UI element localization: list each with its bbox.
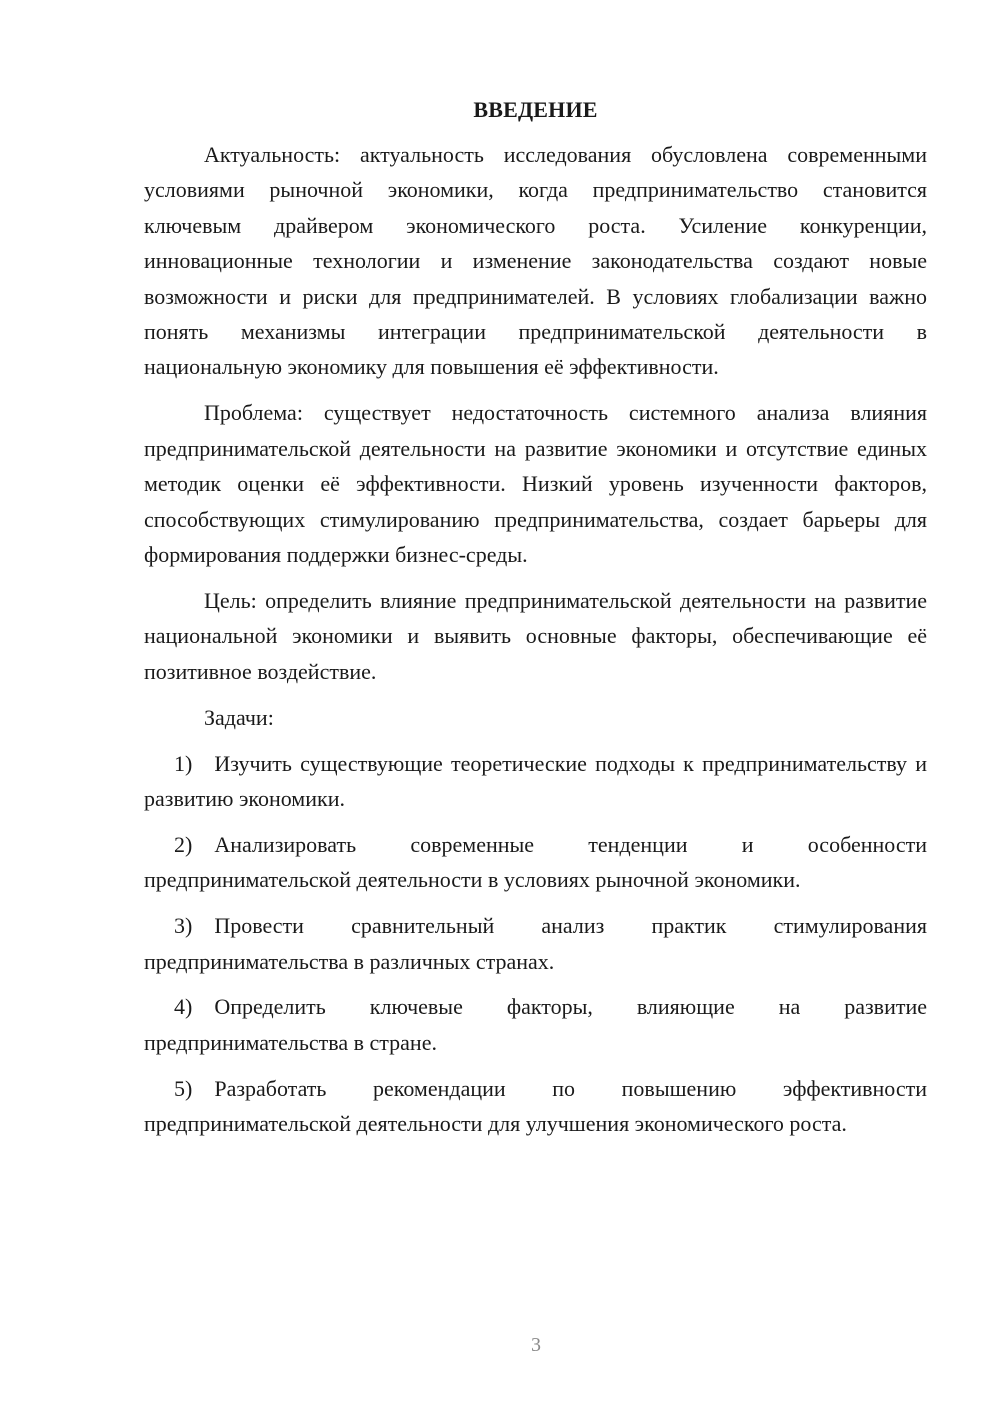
task-number: 2)	[174, 831, 193, 857]
task-number: 3)	[174, 913, 193, 939]
tasks-label: Задачи:	[204, 704, 274, 730]
task-item	[144, 989, 927, 1060]
section-heading: ВВЕДЕНИЕ	[473, 97, 598, 122]
task-text: Анализировать современные тенденции и особенности предпринимательской деятельности в условиях рыночной экономики.	[144, 831, 927, 893]
goal-paragraph: Цель: определить влияние предпринимательской деятельности на развитие национальной экономики и выявить основные факторы, обеспечивающие её позитивное воздействие.	[144, 587, 927, 684]
page-number: 3	[531, 1334, 541, 1356]
task-item	[144, 908, 927, 979]
task-text: Разработать рекомендации по повышению эффективности предпринимательской деятельности для улучшения экономического роста.	[144, 1075, 927, 1137]
task-text: Изучить существующие теоретические подходы к предпринимательству и развитию экономики.	[144, 750, 927, 811]
task-number: 5)	[174, 1075, 193, 1101]
problem-paragraph: Проблема: существует недостаточность системного анализа влияния предпринимательской деятельности на развитие экономики и отсутствие единых методик оценки её эффективности. Низкий уровень изученности факторов, способствующих стимулированию предпринимательства, создает барьеры для формирования поддержки бизнес-среды.	[144, 400, 927, 567]
task-item	[144, 1071, 927, 1142]
task-number: 4)	[174, 994, 193, 1020]
task-text: Определить ключевые факторы, влияющие на развитие предпринимательства в стране.	[144, 994, 927, 1055]
task-number: 1)	[174, 750, 193, 776]
task-text: Провести сравнительный анализ практик стимулирования предпринимательства в различных странах.	[144, 913, 927, 974]
relevance-paragraph: Актуальность: актуальность исследования обусловлена современными условиями рыночной экономики, когда предпринимательство становится ключевым драйвером экономического роста. Усиление конкуренции, инновационные технологии и изменение законодательства создают новые возможности и риски для предпринимателей. В условиях глобализации важно понять механизмы интеграции предпринимательской деятельности в национальную экономику для повышения её эффективности.	[144, 142, 927, 380]
document-page	[144, 92, 927, 1152]
task-item	[144, 746, 927, 817]
task-item	[144, 827, 927, 898]
